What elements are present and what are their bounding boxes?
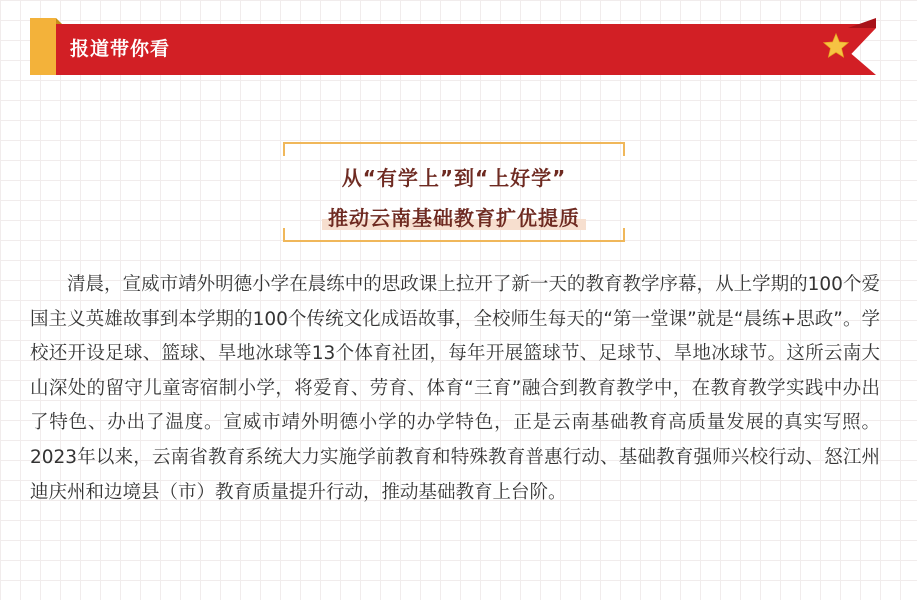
banner-title: 报道带你看 <box>70 38 171 60</box>
star-icon <box>822 32 850 60</box>
headline-subtitle-wrap <box>283 202 625 231</box>
frame-corner <box>611 142 625 156</box>
frame-line-bottom <box>295 240 613 242</box>
headline-subtitle: 推动云南基础教育扩优提质 <box>322 206 586 230</box>
frame-corner <box>283 142 297 156</box>
banner-gold-tab <box>30 18 56 75</box>
banner-red-bar <box>56 28 876 75</box>
section-banner <box>30 18 876 75</box>
frame-line-top <box>295 142 613 144</box>
banner-right-fold <box>848 18 876 28</box>
headline-frame <box>283 142 625 242</box>
banner-red-top <box>56 24 876 28</box>
headline-title: 从“有学上”到“上好学” <box>341 166 567 190</box>
article-paragraph: 清晨，宣威市靖外明德小学在晨练中的思政课上拉开了新一天的教育教学序幕，从上学期的100个爱国主义英雄故事到本学期的100个传统文化成语故事，全校师生每天的“第一堂课”就是“晨练+思政”。学校还开设足球、篮球、旱地冰球等13个体育社团，每年开展篮球节、足球节、旱地冰球节。这所云南大山深处的留守儿童寄宿制小学，将爱育、劳育、体育“三育”融合到教育教学中，在教育教学实践中办出了特色、办出了温度。宣威市靖外明德小学的办学特色，正是云南基础教育高质量发展的真实写照。2023年以来，云南省教育系统大力实施学前教育和特殊教育普惠行动、基础教育强师兴校行动、怒江州迪庆州和边境县（市）教育质量提升行动，推动基础教育上台阶。 <box>30 274 880 503</box>
